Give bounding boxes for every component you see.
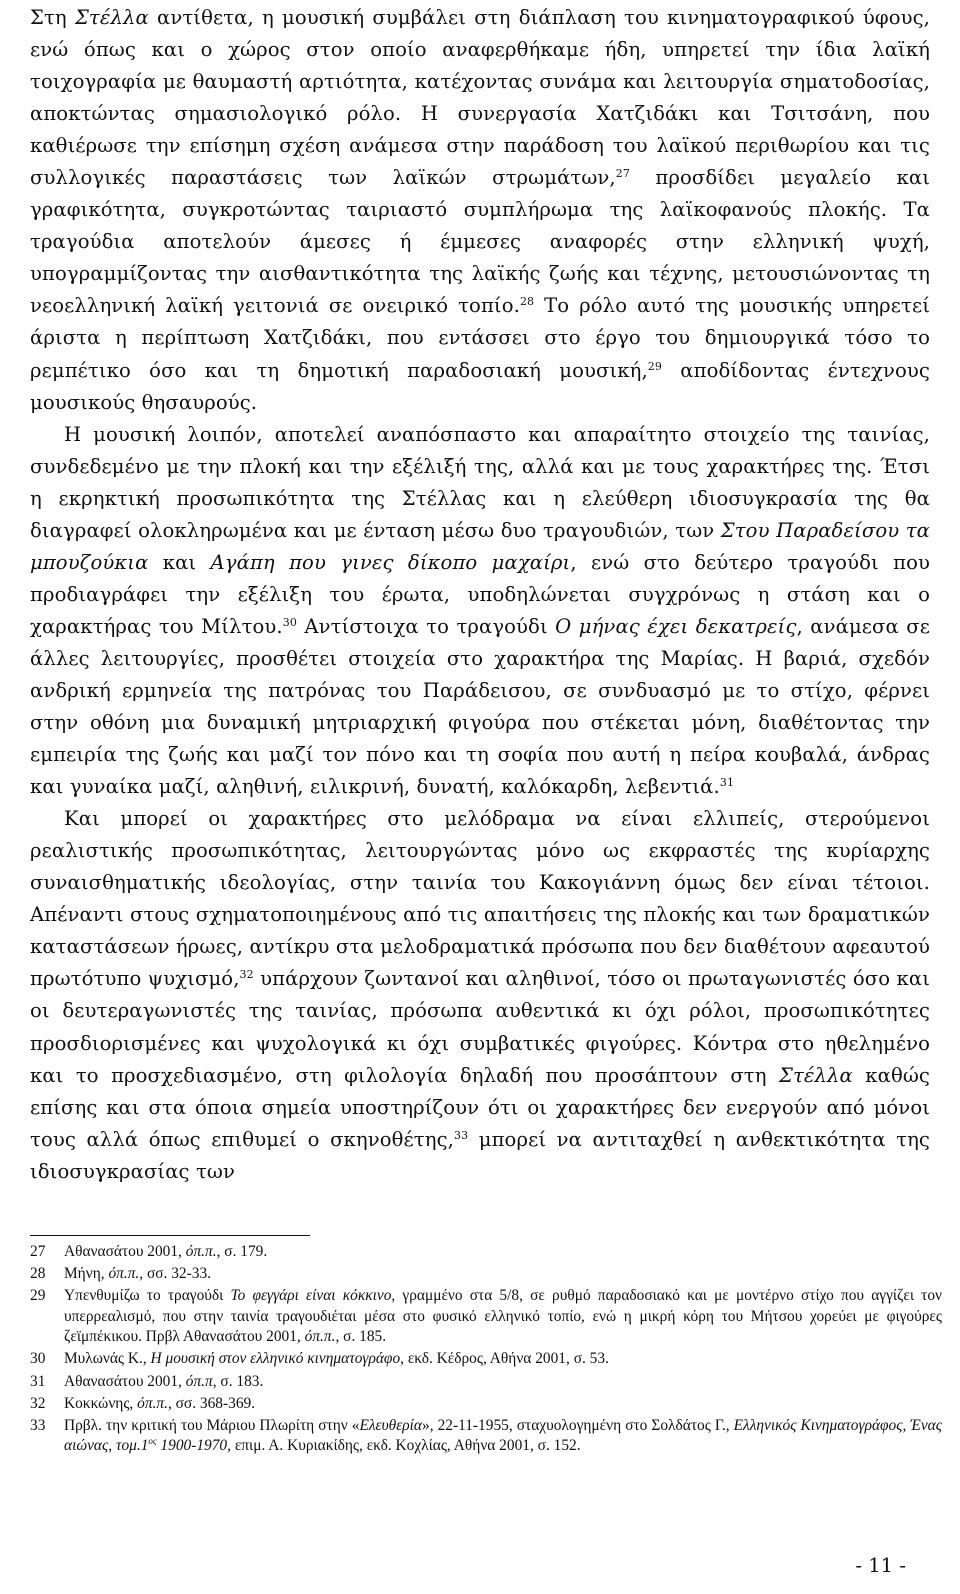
text-run: Το ρόλο αυτό της μουσικής υπηρετεί άριστα η περίπτωση Χατζιδάκι, που εντάσσει στο έργο του δημιουργικά τόσο το ρεμπέτικο όσο και τη δημοτική παραδοσιακή μουσική, <box>30 294 930 382</box>
footnote-number: 27 <box>30 1243 46 1260</box>
footnote-number: 28 <box>30 1265 46 1283</box>
text-run: , εκδ. Κέδρος, Αθήνα 2001, σ. 53. <box>400 1350 609 1368</box>
footnote-separator <box>30 1235 310 1236</box>
footnote-ref: 28 <box>519 295 535 309</box>
text-run: Η μουσική λοιπόν, αποτελεί αναπόσπαστο και απαραίτητο στοιχείο της ταινίας, συνδεδεμένο με την πλοκή και την εξέλιξή της, αλλά και με τους χαρακτήρες της. Έτσι η εκρηκτική προσωπικότητα της Στέλλας και η ελεύθερη ιδιοσυγκρασία της θα διαγραφεί ολοκληρωμένα και με ένταση μέσω δυο τραγουδιών, των <box>30 422 930 542</box>
italic-text: όπ.π. <box>137 1394 168 1412</box>
text-run: προσδίδει μεγαλείο και γραφικότητα, συγκροτώντας ταιριαστό συμπλήρωμα της λαϊκοφανούς πλοκής. Τα τραγούδια αποτελούν άμεσες ή έμμεσες αναφορές στην ελληνική ψυχή, υπογραμμίζοντας την αισθαντικότητα της λαϊκής ζωής και τέχνης, μετουσιώνοντας τη νεοελληνική λαϊκή γειτονιά σε ονειρικό τοπίο. <box>30 166 930 318</box>
footnote-text <box>64 1286 942 1348</box>
text-run: επιμ. Α. Κυριακίδης, εκδ. Κοχλίας, Αθήνα 2001, σ. 152. <box>230 1437 581 1455</box>
italic-text: Η μουσική στον ελληνικό κινηματογράφο <box>150 1350 401 1368</box>
footnote-text <box>64 1242 942 1263</box>
footnote-ref: ος <box>148 1436 157 1447</box>
text-run: καθώς επίσης και στα όποια σημεία υποστηρίζουν ότι οι χαρακτήρες δεν ενεργούν από μόνοι τους αλλά όπως επιθυμεί ο σκηνοθέτης, <box>30 1063 930 1151</box>
footnote-number: 31 <box>30 1372 46 1390</box>
footnote <box>30 1394 942 1415</box>
italic-text: όπ.π. <box>185 1243 217 1260</box>
text-run: , σ. 179. <box>216 1243 268 1260</box>
italic-text: Το φεγγάρι είναι κόκκινο <box>230 1287 392 1305</box>
footnote-text <box>64 1264 942 1285</box>
footnote <box>30 1372 942 1393</box>
footnote-number: 30 <box>30 1350 46 1368</box>
footnote-number: 32 <box>30 1394 46 1412</box>
footnote-ref: 31 <box>719 776 735 790</box>
text-run: Μυλωνάς Κ., <box>64 1350 151 1368</box>
italic-text: Στου Παραδείσου τα μπουζούκια <box>30 518 930 574</box>
footnotes <box>30 1242 942 1458</box>
text-run: , γραμμένο στα 5/8, σε ρυθμό παραδοσιακό και με μοντέρνο στίχο που αγγίζει τον υπερρεαλισμό, που στην ταινία τραγουδιέται μέσα στο φυσικό ελληνικό τοπίο, ενώ η μικρή κόρη του Μήτσου χορεύει με φιγούρες ζεϊμπέκικου. Πρβλ Αθανασάτου 2001, <box>64 1287 942 1346</box>
paragraph <box>30 803 930 1188</box>
text-run: Μήνη, <box>64 1265 109 1283</box>
text-run: , ανάμεσα σε άλλες λειτουργίες, προσθέτει στοιχεία στο χαρακτήρα της Μαρίας. Η βαριά, σχεδόν ανδρική ερμηνεία της πατρόνας του Παράδεισου, σε συνδυασμό με το στίχο, φέρνει στην οθόνη μια δυναμική μητριαρχική φιγούρα που στέκεται μόνη, διαθέτοντας την εμπειρία της ζωής και μαζί τον πόνο και τη σοφία που αυτή η πείρα κουβαλά, άνδρας και γυναίκα μαζί, αληθινή, ειλικρινή, δυνατή, καλόκαρδη, λεβεντιά. <box>30 614 930 799</box>
footnote-number: 29 <box>30 1287 46 1305</box>
text-run: Υπενθυμίζω το τραγούδι <box>64 1287 231 1305</box>
text-run: Αντίστοιχα το τραγούδι <box>296 614 556 638</box>
text-run: , σσ. 368-369. <box>167 1394 256 1412</box>
footnote-text <box>64 1394 942 1415</box>
footnote-text <box>64 1416 942 1457</box>
italic-text: Ο μήνας έχει δεκατρείς <box>555 614 797 638</box>
text-run: υπάρχουν ζωντανοί και αληθινοί, τόσο οι πρωταγωνιστές όσο και οι δευτεραγωνιστές της ταινίας, πρόσωπα αυθεντικά κι όχι ρόλοι, προσωπικότητες προσδιορισμένες και ψυχολογικά κι όχι συμβατικές φιγούρες. Κόντρα στο ηθελημένο και το προσχεδιασμένο, στη φιλολογία δηλαδή που προσάπτουν στη <box>30 967 930 1087</box>
text-run: Αθανασάτου 2001, <box>64 1243 186 1260</box>
page-number: - 11 - <box>855 1554 906 1577</box>
footnote <box>30 1242 942 1263</box>
footnote-number: 33 <box>30 1416 46 1434</box>
footnote-ref: 33 <box>453 1128 469 1142</box>
text-run: », 22-11-1955, σταχυολογημένη στο Σολδάτος Γ., <box>422 1416 734 1434</box>
text-run: Πρβλ. την κριτική του Μάριου Πλωρίτη στην « <box>64 1416 360 1434</box>
italic-text: όπ.π. <box>304 1328 336 1346</box>
footnote-ref: 32 <box>239 968 254 982</box>
text-run: , σ. 185. <box>335 1328 387 1346</box>
text-run: αποδίδοντας έντεχνους μουσικούς θησαυρούς. <box>30 358 930 414</box>
italic-text: Αγάπη που γινες δίκοπο μαχαίρι <box>210 550 571 574</box>
paragraph <box>30 419 930 804</box>
italic-text: όπ.π. <box>108 1265 140 1283</box>
text-run: , σσ. 32-33. <box>139 1265 211 1283</box>
footnote <box>30 1349 942 1370</box>
italic-text: Ελληνικός Κινηματογράφος, Ένας αιώνας, τομ.1 <box>64 1416 942 1455</box>
italic-text: 1900-1970, <box>156 1437 231 1455</box>
text-run: Αθανασάτου 2001, <box>64 1372 186 1390</box>
footnote-ref: 29 <box>647 359 662 373</box>
footnote-text <box>64 1349 942 1370</box>
text-run: μπορεί να αντιταχθεί η ανθεκτικότητα της ιδιοσυγκρασίας των <box>30 1127 930 1183</box>
italic-text: Στέλλα <box>778 1063 853 1087</box>
text-run: , σ. 183. <box>212 1372 264 1390</box>
italic-text: Ελευθερία <box>359 1416 423 1434</box>
italic-text: όπ.π <box>185 1372 213 1390</box>
footnote-ref: 27 <box>615 167 630 181</box>
text-run: και <box>148 550 211 574</box>
footnote <box>30 1286 942 1348</box>
text-run: Στη <box>30 6 75 29</box>
text-run: Και μπορεί οι χαρακτήρες στο μελόδραμα να είναι ελλιπείς, στερούμενοι ρεαλιστικής προσωπικότητας, λειτουργώντας μόνο ως εκφραστές της κυρίαρχης συναισθηματικής ιδεολογίας, στην ταινία του Κακογιάννη όμως δεν είναι τέτοιοι. Απέναντι στους σχηματοποιημένους από τις απαιτήσεις της πλοκής και των δραματικών καταστάσεων ήρωες, αντίκρυ στα μελοδραματικά πρόσωπα που δεν διαθέτουν αφεαυτού πρωτότυπο ψυχισμό, <box>30 807 930 991</box>
footnote-ref: 30 <box>282 615 297 629</box>
text-run: αντίθετα, η μουσική συμβάλει στη διάπλαση του κινηματογραφικού ύφους, ενώ όπως και ο χώρος στον οποίο αναφερθήκαμε ήδη, υπηρετεί την ίδια λαϊκή τοιχογραφία με θαυμαστή αρτιότητα, κατέχοντας συνάμα και λειτουργία σηματοδοσίας, αποκτώντας σημασιολογικό ρόλο. Η συνεργασία Χατζιδάκι και Τσιτσάνη, που καθιέρωσε την επίσημη σχέση ανάμεσα στην παράδοση του λαϊκού περιθωρίου και τις συλλογικές παραστάσεις των λαϊκών στρωμάτων, <box>30 6 931 190</box>
paragraph <box>30 2 930 419</box>
footnote <box>30 1264 942 1285</box>
text-run: , ενώ στο δεύτερο τραγούδι που προδιαγράφει την εξέλιξη του έρωτα, υποδηλώνεται συγχρόνως η στάση και ο χαρακτήρας του Μίλτου. <box>30 550 930 638</box>
footnote-text <box>64 1372 942 1393</box>
footnote <box>30 1416 942 1457</box>
italic-text: Στέλλα <box>74 6 149 29</box>
body-text <box>30 2 930 1188</box>
text-run: Κοκκώνης, <box>64 1394 138 1412</box>
